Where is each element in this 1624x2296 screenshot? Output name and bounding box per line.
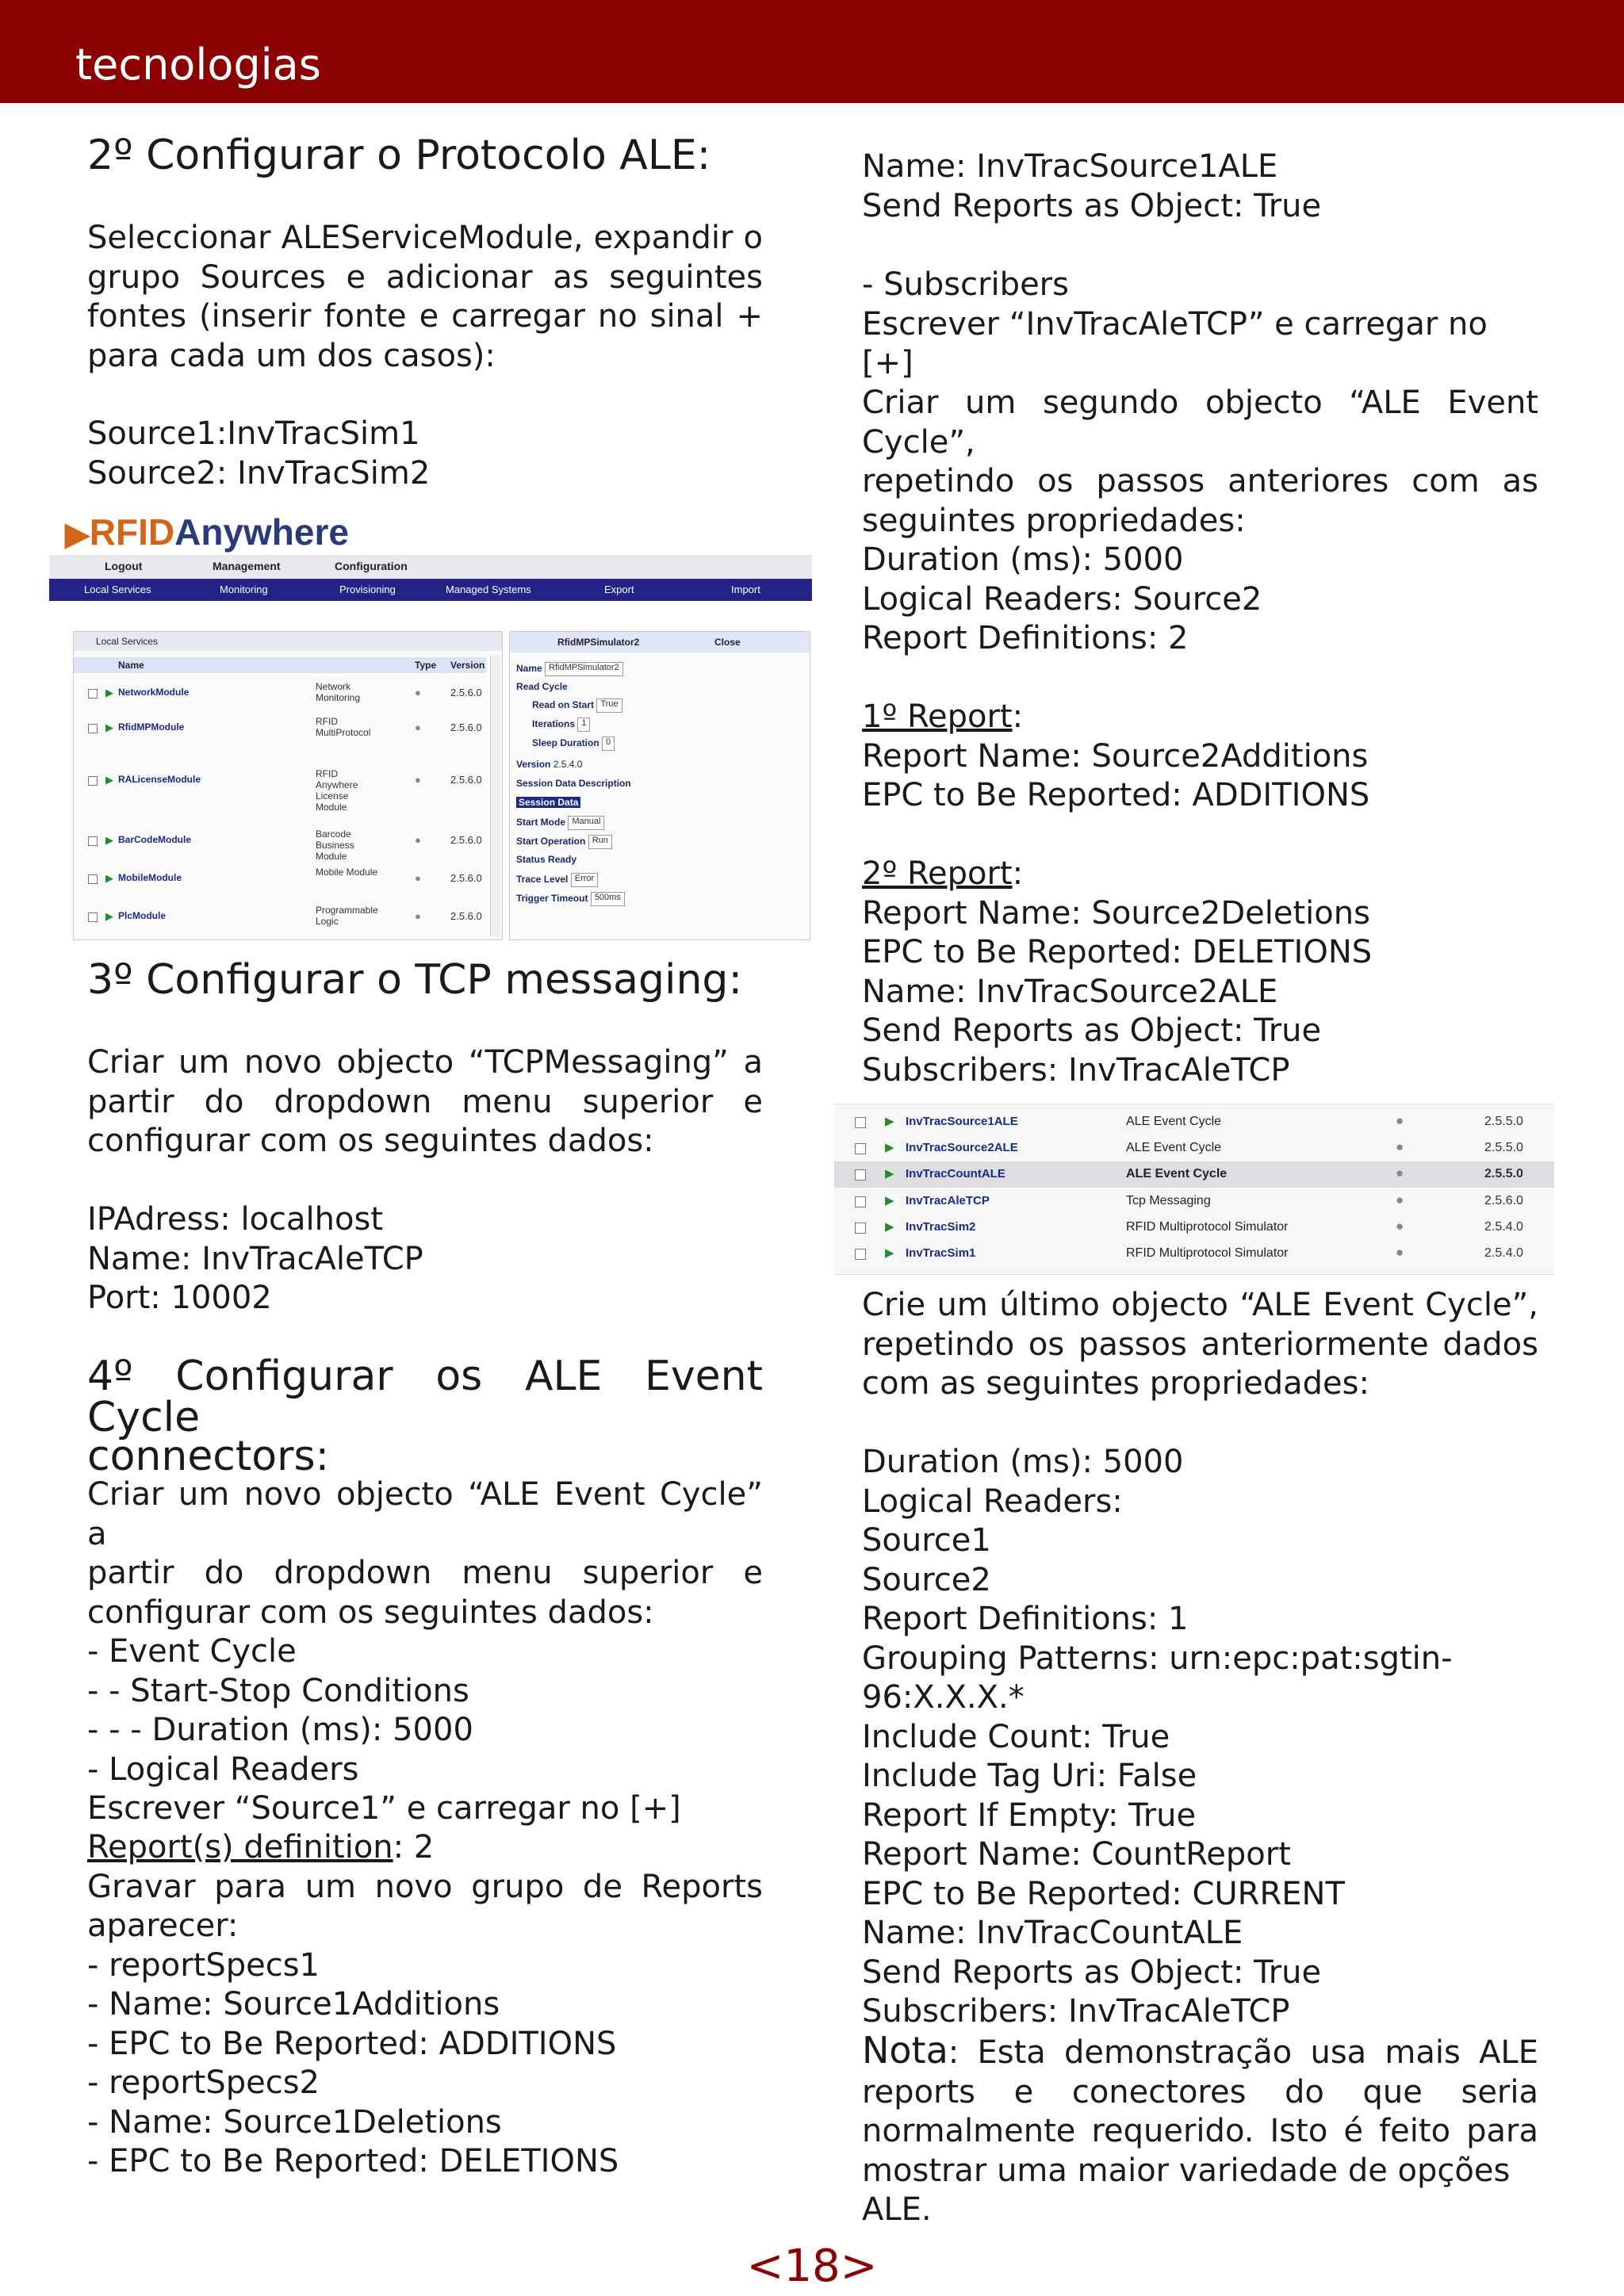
- section-title: tecnologias: [75, 40, 321, 90]
- right-block-3: [862, 384, 1538, 541]
- right-block-4: [862, 541, 1538, 659]
- status-icon: ●: [1396, 1192, 1404, 1207]
- checkbox[interactable]: [88, 913, 98, 922]
- row-type: ALE Event Cycle: [1126, 1115, 1222, 1128]
- module-icon: ●: [415, 774, 421, 786]
- list-row[interactable]: [834, 1241, 1554, 1267]
- text-line: Criar um novo objecto “ALE Event Cycle” a: [87, 1476, 763, 1552]
- page-number: <18>: [746, 2241, 878, 2292]
- row-type: ALE Event Cycle: [1126, 1167, 1228, 1181]
- row-name: InvTracAleTCP: [906, 1194, 990, 1207]
- prop-read-on-start: Read on Start True: [532, 698, 622, 716]
- prop-trigger-timeout: Trigger Timeout 500ms: [516, 892, 625, 909]
- section-4-title: [87, 1353, 763, 1480]
- prop-session-data[interactable]: Session Data: [516, 797, 580, 814]
- text-line: - EPC to Be Reported: ADDITIONS: [87, 2025, 617, 2062]
- text-line: Name: InvTracSource1ALE: [862, 148, 1278, 185]
- text-line: Subscribers: InvTracAleTCP: [862, 1051, 1290, 1089]
- report-1: [862, 698, 1538, 816]
- text-line: Crie um último objecto “ALE Event Cycle”,: [862, 1287, 1538, 1323]
- status-icon: ●: [1396, 1113, 1404, 1128]
- module-icon: ●: [415, 721, 421, 733]
- report-definition-line: [87, 1828, 763, 1868]
- text-line: - EPC to Be Reported: DELETIONS: [87, 2143, 619, 2179]
- row-type: Tcp Messaging: [1126, 1194, 1211, 1207]
- text-line: - Logical Readers: [87, 1751, 359, 1788]
- nav-logout[interactable]: Logout: [105, 560, 143, 572]
- expand-icon[interactable]: ▶: [105, 910, 113, 922]
- text-line: Report Name: CountReport: [862, 1836, 1291, 1873]
- prop-trace-level: Trace Level Error: [516, 873, 598, 890]
- modules-header: [74, 657, 486, 673]
- text-line: Source2: [862, 1561, 991, 1598]
- text-line: Source2: InvTracSim2: [87, 454, 431, 492]
- module-name: BarCodeModule: [118, 834, 192, 845]
- toolbar-label: Local Services: [96, 636, 159, 647]
- row-name: InvTracSim1: [906, 1246, 976, 1260]
- trace-level-select[interactable]: Error: [571, 873, 598, 887]
- col-version: Version: [450, 660, 485, 671]
- prop-iterations: Iterations 1: [532, 718, 590, 735]
- list-row[interactable]: [834, 1135, 1554, 1161]
- module-name: RfidMPModule: [118, 721, 185, 733]
- text-line: - Event Cycle: [87, 1633, 297, 1670]
- text-line: partir do dropdown menu superior e: [87, 1555, 763, 1591]
- text-line: Source1: [862, 1522, 991, 1559]
- list-row[interactable]: [834, 1215, 1554, 1241]
- text-line: Source1:InvTracSim1: [87, 415, 420, 452]
- expand-icon[interactable]: ▶: [885, 1141, 894, 1154]
- text-line: - reportSpecs2: [87, 2064, 320, 2101]
- nav-monitoring[interactable]: Monitoring: [220, 584, 268, 595]
- checkbox[interactable]: [855, 1169, 866, 1181]
- properties-module-name: RfidMPSimulator2: [557, 637, 640, 648]
- list-row[interactable]: [834, 1188, 1554, 1215]
- text-line: Include Tag Uri: False: [862, 1758, 1197, 1794]
- prop-status: Status Ready: [516, 854, 577, 865]
- module-version: 2.5.6.0: [450, 721, 482, 733]
- properties-panel: [509, 631, 810, 940]
- checkbox[interactable]: [855, 1143, 866, 1154]
- row-type: RFID Multiprotocol Simulator: [1126, 1220, 1289, 1234]
- report-definition-block: [87, 1828, 763, 2182]
- text-line: com as seguintes propriedades:: [862, 1365, 1369, 1402]
- module-row[interactable]: [74, 718, 486, 741]
- nav-export[interactable]: Export: [604, 584, 634, 595]
- nota-first-line: [862, 2031, 1538, 2073]
- expand-icon[interactable]: ▶: [105, 872, 113, 884]
- report-definition-value: : 2: [393, 1829, 435, 1866]
- sleep-field[interactable]: 0: [602, 737, 615, 751]
- right-block-2: [862, 266, 1538, 384]
- text-line: Criar um segundo objecto “ALE Event Cycle”,: [862, 385, 1538, 461]
- text-line: EPC to Be Reported: CURRENT: [862, 1875, 1345, 1912]
- status-icon: ●: [1396, 1245, 1404, 1260]
- title-line: 4º Configurar os ALE Event Cycle: [87, 1353, 763, 1441]
- properties-toolbar: [510, 632, 810, 652]
- module-row[interactable]: [74, 868, 486, 892]
- row-type: RFID Multiprotocol Simulator: [1126, 1246, 1289, 1260]
- tcp-data: [87, 1200, 763, 1318]
- module-row[interactable]: [74, 828, 486, 862]
- prop-name: Name RfidMPSimulator2: [516, 662, 623, 679]
- text-line: Escrever “InvTracAleTCP” e carregar no [+]: [862, 305, 1488, 381]
- text-line: para cada um dos casos):: [87, 337, 496, 374]
- text-line: - - Start-Stop Conditions: [87, 1672, 469, 1709]
- text-line: Report If Empty: True: [862, 1797, 1197, 1834]
- header-bar: [0, 0, 1624, 103]
- text-line: Name: InvTracCountALE: [862, 1915, 1243, 1951]
- row-version: 2.5.5.0: [1484, 1115, 1523, 1128]
- text-line: grupo Sources e adicionar as seguintes: [87, 258, 763, 296]
- section-3-intro: [87, 1043, 763, 1161]
- expand-icon[interactable]: ▶: [105, 774, 113, 786]
- expand-icon[interactable]: ▶: [885, 1115, 894, 1128]
- text-line: Logical Readers:: [862, 1483, 1123, 1520]
- checkbox[interactable]: [855, 1117, 866, 1128]
- nota-block: [862, 2031, 1538, 2230]
- nav-managed-systems[interactable]: Managed Systems: [446, 584, 531, 595]
- text-line: Report Name: Source2Deletions: [862, 894, 1370, 932]
- right-block-1: [862, 147, 1538, 226]
- text-line: Report Definitions: 2: [862, 620, 1189, 656]
- text-line: - Name: Source1Additions: [87, 1986, 500, 2022]
- row-name: InvTracSource1ALE: [906, 1115, 1018, 1128]
- prop-sleep: Sleep Duration 0: [532, 737, 615, 754]
- module-desc: RFID MultiProtocol: [316, 716, 371, 738]
- modules-toolbar: [74, 632, 502, 651]
- module-desc: Barcode Business Module: [316, 828, 354, 862]
- row-name: InvTracSource2ALE: [906, 1141, 1018, 1154]
- text-line: normalmente requerido. Isto é feito para: [862, 2113, 1538, 2149]
- row-version: 2.5.5.0: [1484, 1167, 1523, 1181]
- right-block-6: [862, 1443, 1576, 2032]
- sub-nav: [49, 579, 812, 601]
- checkbox[interactable]: [88, 836, 98, 846]
- ale-modules-list: [834, 1104, 1554, 1275]
- text-line: aparecer:: [87, 1908, 239, 1944]
- expand-icon[interactable]: ▶: [885, 1194, 894, 1207]
- text-line: - Subscribers: [862, 266, 1069, 303]
- rfid-anywhere-logo: ▶RFIDAnywhere: [65, 511, 349, 553]
- row-version: 2.5.4.0: [1484, 1220, 1523, 1234]
- status-icon: ●: [1396, 1139, 1404, 1154]
- text-line: Send Reports as Object: True: [862, 1954, 1322, 1991]
- top-nav: [49, 555, 812, 580]
- title-line: connectors:: [87, 1433, 330, 1480]
- text-line: Include Count: True: [862, 1718, 1170, 1755]
- prop-session-desc: Session Data Description: [516, 778, 631, 789]
- text-line: Logical Readers: Source2: [862, 580, 1262, 618]
- read-on-start-select[interactable]: True: [596, 698, 622, 713]
- text-line: fontes (inserir fonte e carregar no sinal +: [87, 298, 763, 335]
- module-icon: ●: [415, 687, 421, 698]
- text-line: configurar com os seguintes dados:: [87, 1594, 654, 1631]
- prop-start-operation: Start Operation Run: [516, 835, 612, 852]
- module-desc: Mobile Module: [316, 867, 378, 878]
- text-line: mostrar uma maior variedade de opções ALE.: [862, 2152, 1511, 2228]
- module-icon: ●: [415, 910, 421, 922]
- status-icon: ●: [1396, 1219, 1404, 1234]
- checkbox[interactable]: [855, 1223, 866, 1234]
- text-line: EPC to Be Reported: DELETIONS: [862, 934, 1373, 970]
- section-2-title: 2º Configurar o Protocolo ALE:: [87, 132, 711, 179]
- row-type: ALE Event Cycle: [1126, 1141, 1222, 1154]
- expand-icon[interactable]: ▶: [105, 721, 113, 733]
- text-line: Send Reports as Object: True: [862, 187, 1322, 224]
- expand-icon[interactable]: ▶: [885, 1220, 894, 1234]
- modules-panel: [73, 631, 503, 940]
- text-line: - Name: Source1Deletions: [87, 2103, 502, 2141]
- nav-management[interactable]: Management: [213, 560, 281, 572]
- text-line: repetindo os passos anteriores com as: [862, 463, 1538, 499]
- list-row-selected[interactable]: [834, 1161, 1554, 1188]
- col-name: Name: [118, 660, 144, 671]
- text-line: repetindo os passos anteriormente dados: [862, 1326, 1538, 1363]
- text-line: Duration (ms): 5000: [862, 1444, 1184, 1480]
- prop-start-mode: Start Mode Manual: [516, 816, 604, 833]
- module-name: NetworkModule: [118, 687, 190, 698]
- module-icon: ●: [415, 834, 421, 846]
- text-line: Name: InvTracAleTCP: [87, 1240, 423, 1277]
- nav-configuration[interactable]: Configuration: [335, 560, 408, 572]
- row-version: 2.5.5.0: [1484, 1141, 1523, 1154]
- module-icon: ●: [415, 872, 421, 884]
- rfid-anywhere-screenshot: [49, 504, 812, 942]
- checkbox[interactable]: [88, 724, 98, 733]
- module-version: 2.5.6.0: [450, 687, 482, 698]
- section-3-title: 3º Configurar o TCP messaging:: [87, 956, 742, 1004]
- text-line: Seleccionar ALEServiceModule, expandir o: [87, 220, 763, 256]
- nav-provisioning[interactable]: Provisioning: [339, 584, 396, 595]
- scrollbar[interactable]: [490, 656, 500, 936]
- module-desc: RFID Anywhere License Module: [316, 768, 358, 813]
- module-name: MobileModule: [118, 872, 182, 883]
- text-line: EPC to Be Reported: ADDITIONS: [862, 777, 1370, 813]
- trigger-timeout-field[interactable]: 500ms: [591, 892, 625, 906]
- report-2: [862, 855, 1538, 1090]
- module-version: 2.5.6.0: [450, 910, 482, 922]
- source-list: [87, 415, 763, 493]
- text-line: Grouping Patterns: urn:epc:pat:sgtin-96:X.X.X.*: [862, 1640, 1453, 1716]
- text-line: reports e conectores do que seria: [862, 2073, 1538, 2110]
- text-line: Send Reports as Object: True: [862, 1012, 1322, 1049]
- module-name: PlcModule: [118, 910, 167, 921]
- name-field[interactable]: RfidMPSimulator2: [545, 662, 623, 676]
- iterations-field[interactable]: 1: [577, 718, 590, 732]
- text-line: configurar com os seguintes dados:: [87, 1123, 654, 1159]
- checkbox[interactable]: [855, 1196, 866, 1207]
- text-line: - reportSpecs1: [87, 1946, 320, 1984]
- text-line: Duration (ms): 5000: [862, 541, 1184, 578]
- text-line: Report Name: Source2Additions: [862, 737, 1369, 775]
- text-line: Report Definitions: 1: [862, 1601, 1189, 1637]
- text-line: - - - Duration (ms): 5000: [87, 1712, 473, 1748]
- text-line: partir do dropdown menu superior e: [87, 1083, 763, 1120]
- section-2-intro: [87, 219, 763, 376]
- module-row[interactable]: [74, 683, 486, 706]
- checkbox[interactable]: [855, 1249, 866, 1260]
- start-operation-select[interactable]: Run: [588, 835, 612, 849]
- checkbox[interactable]: [88, 874, 98, 884]
- module-row[interactable]: [74, 906, 486, 930]
- text-line: IPAdress: localhost: [87, 1201, 384, 1238]
- text-line: Criar um novo objecto “TCPMessaging” a: [87, 1044, 763, 1081]
- row-name: InvTracCountALE: [906, 1167, 1005, 1181]
- module-version: 2.5.6.0: [450, 774, 482, 786]
- prop-read-cycle: Read Cycle: [516, 681, 568, 692]
- nota-label: Nota: [862, 2029, 948, 2072]
- nav-import[interactable]: Import: [731, 584, 760, 595]
- section-4-intro: [87, 1475, 763, 1829]
- prop-version: Version 2.5.4.0: [516, 759, 583, 770]
- expand-icon[interactable]: ▶: [885, 1167, 894, 1181]
- module-row[interactable]: [74, 768, 486, 813]
- text-line: Gravar para um novo grupo de Reports: [87, 1868, 763, 1905]
- checkbox[interactable]: [88, 776, 98, 786]
- close-button[interactable]: Close: [714, 637, 741, 648]
- status-icon: ●: [1396, 1165, 1404, 1181]
- right-block-5: [862, 1286, 1538, 1404]
- report-definition-label: Report(s) definition: [87, 1829, 393, 1866]
- report-1-heading: 1º Report:: [862, 698, 1024, 735]
- row-name: InvTracSim2: [906, 1220, 976, 1234]
- expand-icon[interactable]: ▶: [885, 1246, 894, 1260]
- module-name: RALicenseModule: [118, 774, 201, 785]
- module-version: 2.5.6.0: [450, 872, 482, 884]
- expand-icon[interactable]: ▶: [105, 834, 113, 846]
- row-version: 2.5.4.0: [1484, 1246, 1523, 1260]
- col-type: Type: [415, 660, 437, 671]
- text-line: Port: 10002: [87, 1280, 272, 1316]
- module-version: 2.5.6.0: [450, 834, 482, 846]
- checkbox[interactable]: [88, 689, 98, 698]
- text-line: Subscribers: InvTracAleTCP: [862, 1993, 1290, 2030]
- report-2-heading: 2º Report:: [862, 855, 1024, 892]
- module-desc: Programmable Logic: [316, 905, 378, 927]
- list-row[interactable]: [834, 1109, 1554, 1135]
- nav-local-services[interactable]: Local Services: [84, 584, 151, 595]
- text-line: : Esta demonstração usa mais ALE: [948, 2034, 1538, 2071]
- expand-icon[interactable]: ▶: [105, 687, 113, 698]
- start-mode-select[interactable]: Manual: [568, 816, 604, 830]
- module-desc: Network Monitoring: [316, 681, 361, 703]
- row-version: 2.5.6.0: [1484, 1194, 1523, 1207]
- text-line: Name: InvTracSource2ALE: [862, 973, 1278, 1010]
- text-line: seguintes propriedades:: [862, 502, 1246, 539]
- text-line: Escrever “Source1” e carregar no [+]: [87, 1790, 681, 1827]
